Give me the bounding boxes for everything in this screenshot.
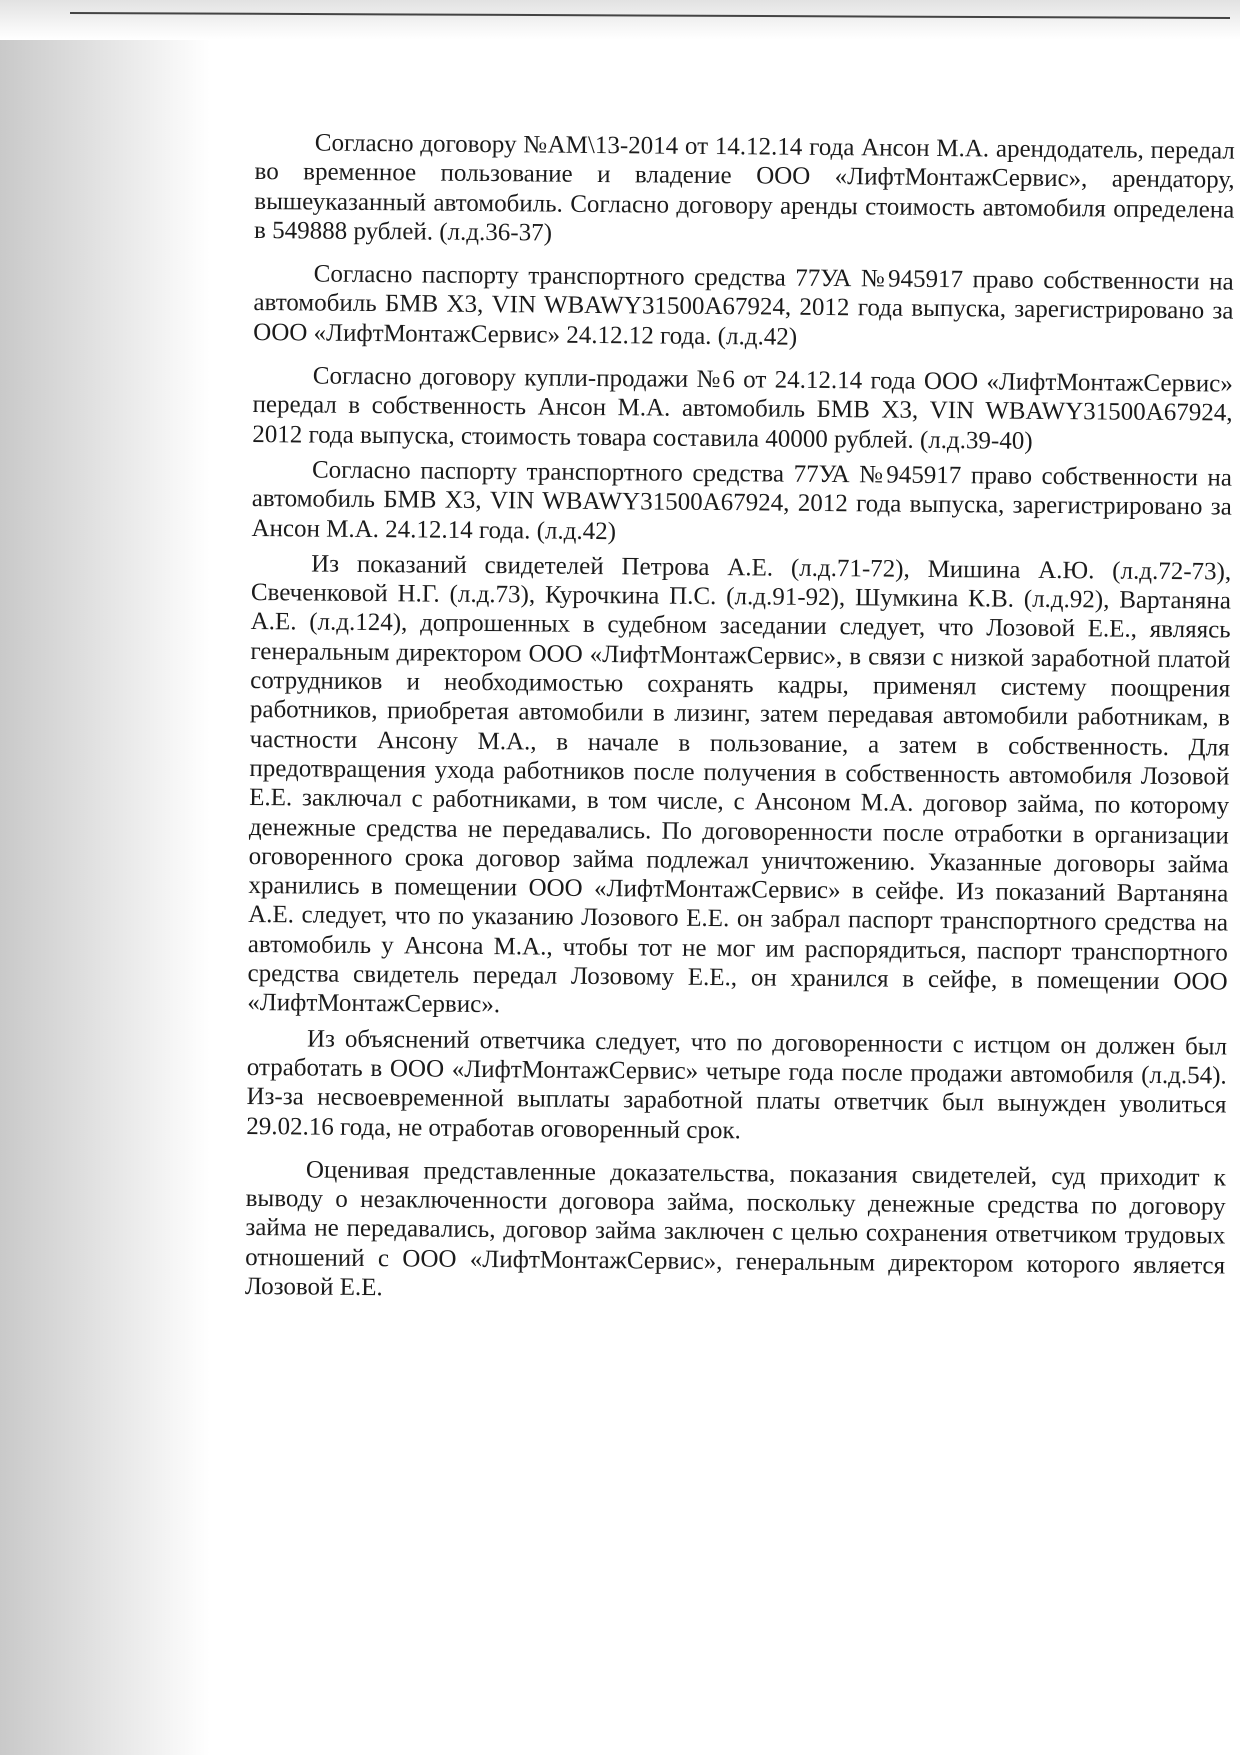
scan-top-fold bbox=[0, 0, 1240, 40]
paragraph-sale-agreement: Согласно договору купли-продажи №6 от 24.12.14 года ООО «ЛифтМонтажСервис» передал в собственность Ансон М.А. автомобиль БМВ Х3, VIN WBAWY31500A67924, 2012 года выпуска, стоимость товара составила 40000 рублей. (л.д.39-40) bbox=[252, 362, 1233, 455]
paragraph-vehicle-passport-anson: Согласно паспорту транспортного средства 77УА №945917 право собственности на автомобиль БМВ Х3, VIN WBAWY31500A67924, 2012 года выпуска, зарегистрировано за Ансон М.А. 24.12.14 года. (л.д.42) bbox=[251, 456, 1233, 545]
paragraph-witness-testimony: Из показаний свидетелей Петрова А.Е. (л.д.71-72), Мишина А.Ю. (л.д.72-73), Свеченковой Н.Г. (л.д.73), Курочкина П.С. (л.д.91-92), Шумкина К.В. (л.д.92), Вартаняна А.Е. (л.д.124), допрошенных в судебном заседании следует, что Лозовой Е.Е., являясь генеральным директором ООО «ЛифтМонтажСервис», в связи с низкой заработной платой сотрудников и необходимостью сохранять кадры, применял систему поощрения работников, приобретая автомобили в лизинг, затем передавая автомобили работникам, в частности Ансону М.А., в начале в пользование, а затем в собственность. Для предотвращения ухода работников после получения в собственность автомобиля Лозовой Е.Е. заключал с работниками, в том числе, с Ансоном М.А. договор займа, по которому денежные средства не передавались. По договоренности после отработки в организации оговоренного срока договор займа подлежал уничтожению. Указанные договоры займа хранились в помещении ООО «ЛифтМонтажСервис» в сейфе. Из показаний Вартаняна А.Е. следует, что по указанию Лозового Е.Е. он забрал паспорт транспортного средства на автомобиль у Ансона М.А., чтобы тот не мог им распорядиться, паспорт транспортного средства свидетель передал Лозовому Е.Е., он хранился в сейфе, в помещении ООО «ЛифтМонтажСервис». bbox=[247, 550, 1232, 1019]
document-body bbox=[245, 128, 1235, 1324]
paragraph-court-conclusion: Оценивая представленные доказательства, показания свидетелей, суд приходит к выводу о незаключенности договора займа, поскольку денежные средства по договору займа не передавались, договор займа заключен с целью сохранения ответчиком трудовых отношений с ООО «ЛифтМонтажСервис», генеральным директором которого является Лозовой Е.Е. bbox=[244, 1156, 1226, 1302]
paragraph-vehicle-passport-company: Согласно паспорту транспортного средства 77УА №945917 право собственности на автомобиль БМВ Х3, VIN WBAWY31500A67924, 2012 года выпуска, зарегистрировано за ООО «ЛифтМонтажСервис» 24.12.12 года. (л.д.42) bbox=[253, 260, 1234, 351]
scan-edge-shadow bbox=[0, 0, 210, 1755]
paragraph-defendant-explanation: Из объяснений ответчика следует, что по договоренности с истцом он должен был отработать в ООО «ЛифтМонтажСервис» четыре года после продажи автомобиля (л.д.54). Из-за несвоевременной выплаты заработной платы ответчик был вынужден уволиться 29.02.16 года, не отработав оговоренный срок. bbox=[246, 1025, 1228, 1144]
paragraph-lease-agreement: Согласно договору №АМ\13-2014 от 14.12.14 года Ансон М.А. арендодатель, передал во временное пользование и владение ООО «ЛифтМонтажСервис», арендатору, вышеуказанный автомобиль. Согласно договору аренды стоимость автомобиля определена в 549888 рублей. (л.д.36-37) bbox=[253, 129, 1235, 247]
